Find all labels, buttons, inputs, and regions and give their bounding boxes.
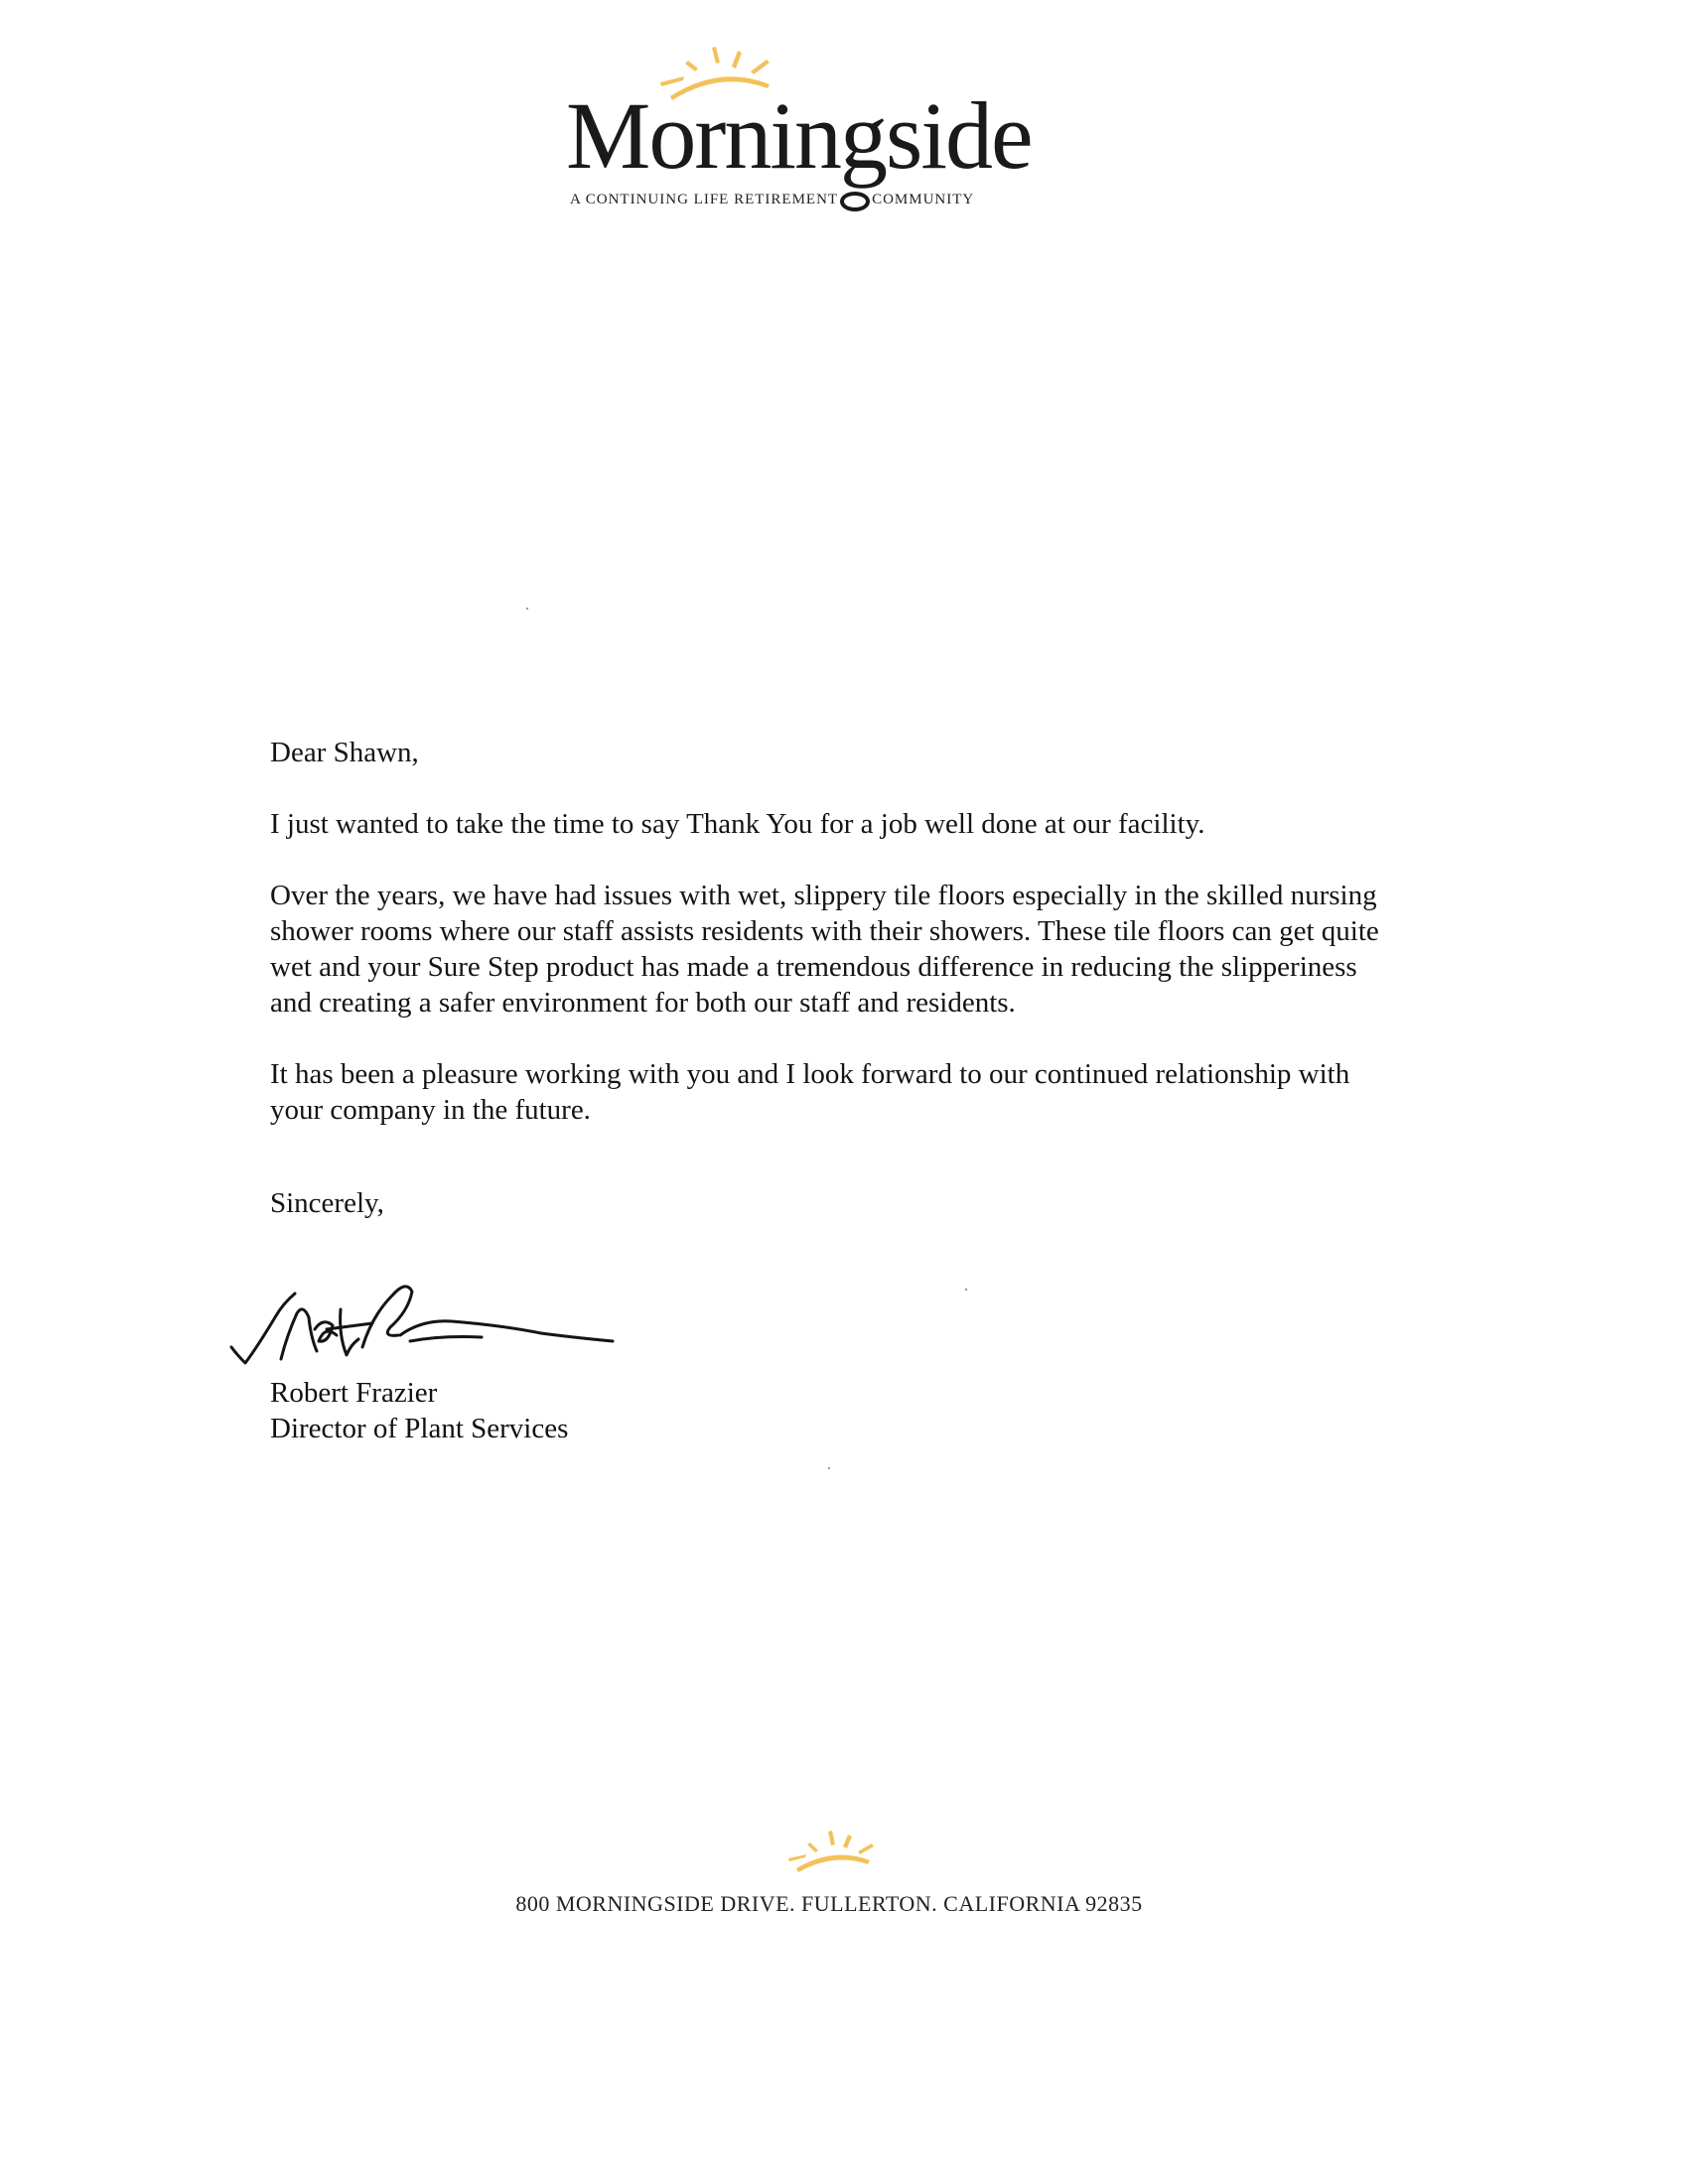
- scan-speck: [828, 1467, 830, 1469]
- tagline-right: COMMUNITY: [872, 192, 975, 207]
- closing: Sincerely,: [270, 1187, 384, 1219]
- ring-icon: [840, 192, 870, 211]
- signer-title: Director of Plant Services: [270, 1413, 569, 1444]
- brand-name: Morningside: [566, 82, 1032, 189]
- signature-icon: [223, 1256, 640, 1395]
- salutation: Dear Shawn,: [270, 737, 419, 768]
- footer-address: 800 MORNINGSIDE DRIVE. FULLERTON. CALIFORNIA 92835: [515, 1891, 1143, 1916]
- footer-sun-rays-icon: [784, 1825, 884, 1874]
- paragraph-relationship: It has been a pleasure working with you and I look forward to our continued relationship with your company in the future.: [270, 1058, 1350, 1126]
- letterhead: [556, 25, 1112, 207]
- signer-name: Robert Frazier: [270, 1377, 438, 1409]
- letter-body: [270, 735, 1392, 1221]
- brand-tagline: [570, 192, 974, 211]
- paragraph-product: Over the years, we have had issues with wet, slippery tile floors especially in the skilled nursing shower rooms where our staff assists residents with their showers. These tile floors can get quite wet and your Sure Step product has made a tremendous difference in reducing the slipperiness and creating a safer environment for both our staff and residents.: [270, 880, 1379, 1019]
- paragraph-thanks: I just wanted to take the time to say Thank You for a job well done at our facility.: [270, 808, 1205, 840]
- scan-speck: [526, 608, 528, 610]
- scan-speck: [965, 1289, 967, 1291]
- tagline-left: A CONTINUING LIFE RETIREMENT: [570, 192, 839, 207]
